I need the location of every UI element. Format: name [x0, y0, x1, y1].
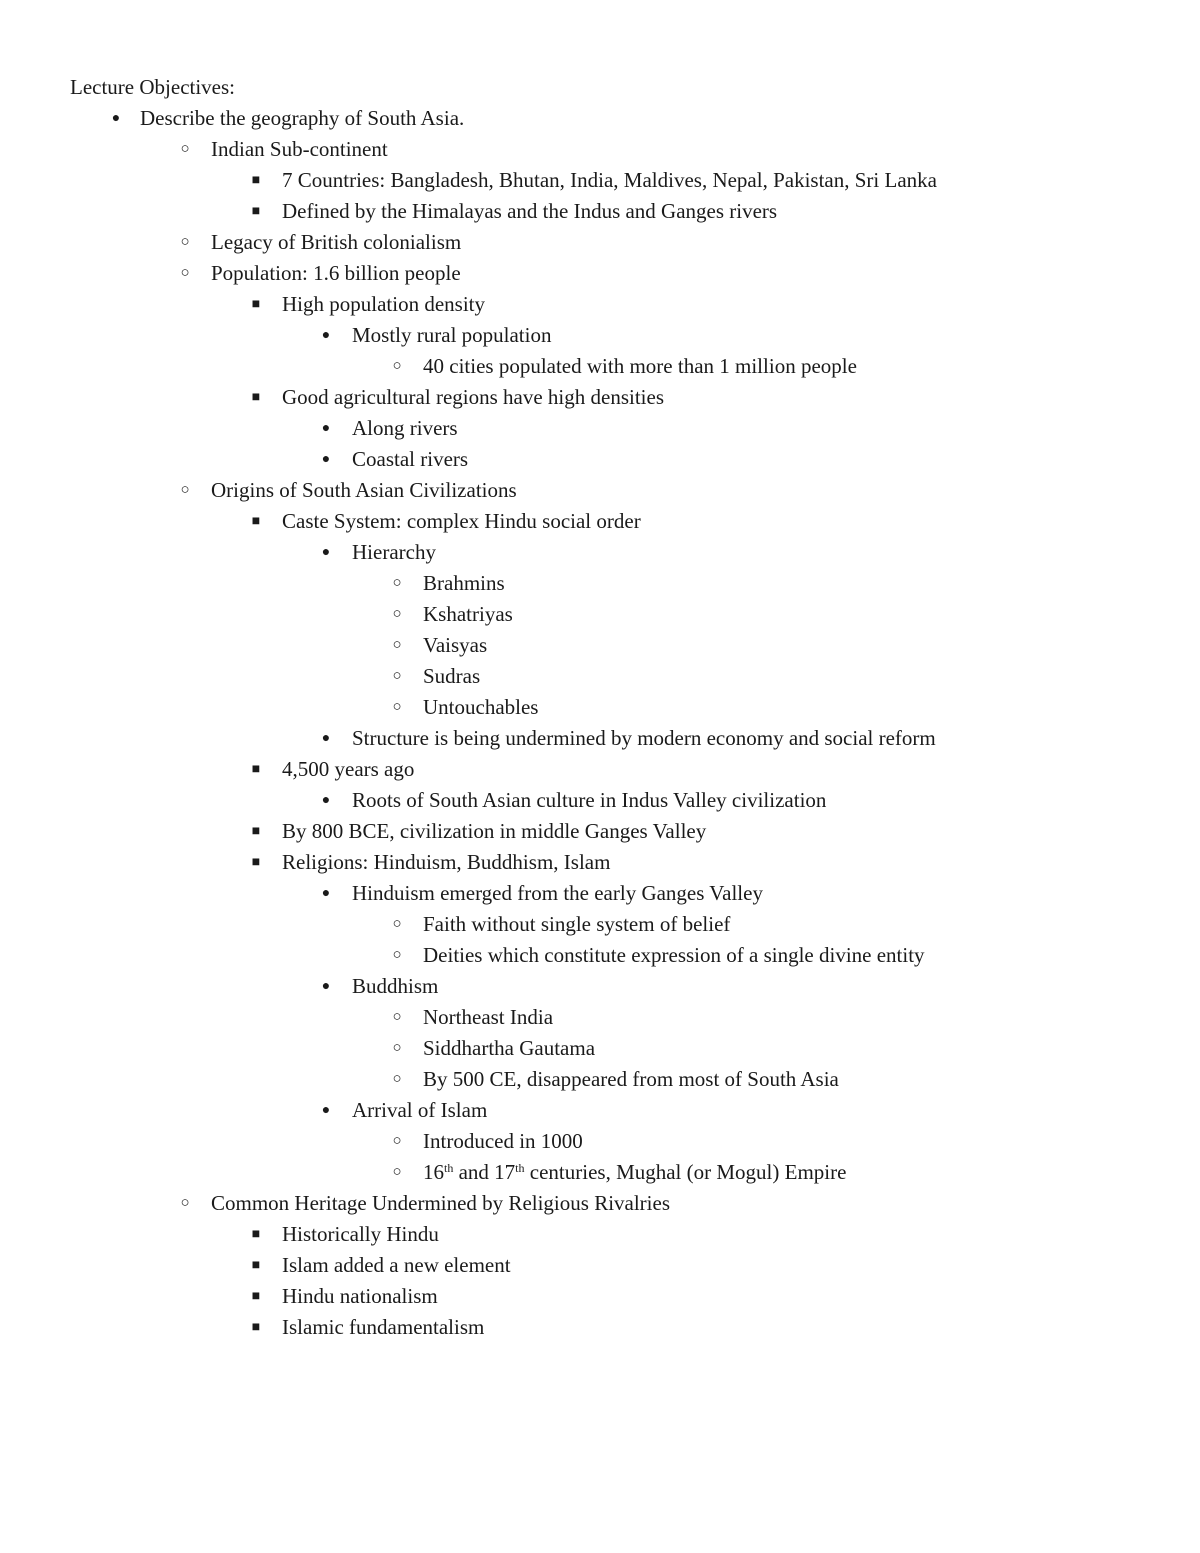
outline-item: [0, 1250, 1200, 1281]
square-bullet-icon: ■: [251, 855, 261, 870]
outline-item-text: Siddhartha Gautama: [423, 1036, 596, 1060]
outline-item: [0, 1002, 1200, 1033]
outline-item: [0, 1157, 1200, 1188]
outline-item: [0, 351, 1200, 382]
outline-item-text: Introduced in 1000: [423, 1129, 583, 1153]
outline-item: [0, 413, 1200, 444]
outline-item-text: Legacy of British colonialism: [211, 230, 462, 254]
circle-bullet-icon: ○: [392, 916, 402, 932]
outline-item: [0, 196, 1200, 227]
outline-item-text: Indian Sub-continent: [211, 137, 388, 161]
outline-item: [0, 1033, 1200, 1064]
outline-item-text: Kshatriyas: [423, 602, 513, 626]
square-bullet-icon: ■: [251, 1289, 261, 1304]
outline-item-text: 4,500 years ago: [282, 757, 415, 781]
outline-item: [0, 1126, 1200, 1157]
outline-item-text: Origins of South Asian Civilizations: [211, 478, 517, 502]
outline-item-text: Islam added a new element: [282, 1253, 511, 1277]
circle-bullet-icon: ○: [392, 1071, 402, 1087]
outline-item-text: Good agricultural regions have high densities: [282, 385, 664, 409]
outline-item: [0, 630, 1200, 661]
outline-item: [0, 816, 1200, 847]
disc-bullet-icon: ●: [321, 1103, 331, 1118]
disc-bullet-icon: ●: [321, 886, 331, 901]
superscript-text: th: [444, 1161, 454, 1175]
disc-bullet-icon: ●: [321, 421, 331, 436]
square-bullet-icon: ■: [251, 762, 261, 777]
circle-bullet-icon: ○: [180, 141, 190, 157]
square-bullet-icon: ■: [251, 297, 261, 312]
outline-item: [0, 909, 1200, 940]
circle-bullet-icon: ○: [392, 358, 402, 374]
disc-bullet-icon: ●: [321, 793, 331, 808]
outline-item: [0, 785, 1200, 816]
square-bullet-icon: ■: [251, 824, 261, 839]
text-run: and 17: [453, 1160, 516, 1184]
outline-item-text: Population: 1.6 billion people: [211, 261, 461, 285]
outline-item: [0, 940, 1200, 971]
text-run: 16: [423, 1160, 444, 1184]
outline-item-text: Caste System: complex Hindu social order: [282, 509, 641, 533]
outline-item: [0, 692, 1200, 723]
outline-item: [0, 475, 1200, 506]
objectives-outline: [0, 103, 1200, 1343]
outline-item-text: Hinduism emerged from the early Ganges Valley: [352, 881, 763, 905]
outline-item: [0, 103, 1200, 134]
outline-item: [0, 506, 1200, 537]
outline-item: [0, 1095, 1200, 1126]
outline-item: [0, 444, 1200, 475]
outline-item: [0, 971, 1200, 1002]
disc-bullet-icon: ●: [321, 979, 331, 994]
outline-item-text: [423, 1157, 846, 1188]
square-bullet-icon: ■: [251, 173, 261, 188]
square-bullet-icon: ■: [251, 1320, 261, 1335]
outline-item-text: By 800 BCE, civilization in middle Ganges Valley: [282, 819, 707, 843]
outline-item: [0, 568, 1200, 599]
circle-bullet-icon: ○: [392, 637, 402, 653]
circle-bullet-icon: ○: [392, 668, 402, 684]
disc-bullet-icon: ●: [321, 328, 331, 343]
outline-item: [0, 1064, 1200, 1095]
outline-item: [0, 165, 1200, 196]
text-run: centuries, Mughal (or Mogul) Empire: [524, 1160, 847, 1184]
disc-bullet-icon: ●: [321, 452, 331, 467]
outline-item-text: Faith without single system of belief: [423, 912, 731, 936]
square-bullet-icon: ■: [251, 1227, 261, 1242]
outline-item: [0, 1219, 1200, 1250]
outline-item-text: High population density: [282, 292, 485, 316]
lecture-objectives-heading: Lecture Objectives:: [70, 75, 236, 99]
outline-item-text: Untouchables: [423, 695, 539, 719]
outline-item-text: Roots of South Asian culture in Indus Valley civilization: [352, 788, 827, 812]
disc-bullet-icon: ●: [321, 545, 331, 560]
outline-item-text: 7 Countries: Bangladesh, Bhutan, India, Maldives, Nepal, Pakistan, Sri Lanka: [282, 168, 937, 192]
circle-bullet-icon: ○: [392, 1133, 402, 1149]
outline-item: [0, 134, 1200, 165]
square-bullet-icon: ■: [251, 390, 261, 405]
superscript-text: th: [515, 1161, 525, 1175]
circle-bullet-icon: ○: [180, 265, 190, 281]
outline-item: [0, 878, 1200, 909]
outline-item: [0, 289, 1200, 320]
disc-bullet-icon: ●: [111, 111, 121, 126]
outline-item: [0, 1281, 1200, 1312]
outline-item-text: Brahmins: [423, 571, 505, 595]
outline-item-text: Hindu nationalism: [282, 1284, 438, 1308]
outline-item-text: By 500 CE, disappeared from most of South Asia: [423, 1067, 839, 1091]
circle-bullet-icon: ○: [392, 1040, 402, 1056]
outline-item-text: Sudras: [423, 664, 481, 688]
outline-item-text: Common Heritage Undermined by Religious Rivalries: [211, 1191, 671, 1215]
outline-item-text: Arrival of Islam: [352, 1098, 488, 1122]
square-bullet-icon: ■: [251, 1258, 261, 1273]
outline-item: [0, 847, 1200, 878]
outline-item: [0, 227, 1200, 258]
outline-item-text: Hierarchy: [352, 540, 436, 564]
square-bullet-icon: ■: [251, 514, 261, 529]
outline-item-text: Mostly rural population: [352, 323, 552, 347]
outline-item: [0, 661, 1200, 692]
outline-item-text: Coastal rivers: [352, 447, 469, 471]
circle-bullet-icon: ○: [392, 575, 402, 591]
square-bullet-icon: ■: [251, 204, 261, 219]
circle-bullet-icon: ○: [180, 482, 190, 498]
circle-bullet-icon: ○: [392, 947, 402, 963]
outline-item-text: Deities which constitute expression of a single divine entity: [423, 943, 925, 967]
circle-bullet-icon: ○: [392, 1009, 402, 1025]
circle-bullet-icon: ○: [180, 234, 190, 250]
outline-item-text: Northeast India: [423, 1005, 554, 1029]
outline-item: [0, 723, 1200, 754]
outline-item-text: Vaisyas: [423, 633, 488, 657]
outline-item: [0, 382, 1200, 413]
outline-item-text: Along rivers: [352, 416, 458, 440]
outline-item-text: Structure is being undermined by modern economy and social reform: [352, 726, 936, 750]
outline-item-text: Describe the geography of South Asia.: [140, 106, 465, 130]
outline-item: [0, 1312, 1200, 1343]
outline-item-text: Defined by the Himalayas and the Indus and Ganges rivers: [282, 199, 778, 223]
outline-item: [0, 1188, 1200, 1219]
disc-bullet-icon: ●: [321, 731, 331, 746]
outline-item: [0, 320, 1200, 351]
circle-bullet-icon: ○: [180, 1195, 190, 1211]
circle-bullet-icon: ○: [392, 699, 402, 715]
outline-item-text: Islamic fundamentalism: [282, 1315, 485, 1339]
outline-item: [0, 754, 1200, 785]
outline-item: [0, 537, 1200, 568]
outline-item-text: 40 cities populated with more than 1 million people: [423, 354, 857, 378]
outline-item: [0, 258, 1200, 289]
outline-item-text: Historically Hindu: [282, 1222, 439, 1246]
outline-item-text: Buddhism: [352, 974, 439, 998]
outline-item-text: Religions: Hinduism, Buddhism, Islam: [282, 850, 611, 874]
circle-bullet-icon: ○: [392, 606, 402, 622]
outline-item: [0, 599, 1200, 630]
circle-bullet-icon: ○: [392, 1164, 402, 1180]
